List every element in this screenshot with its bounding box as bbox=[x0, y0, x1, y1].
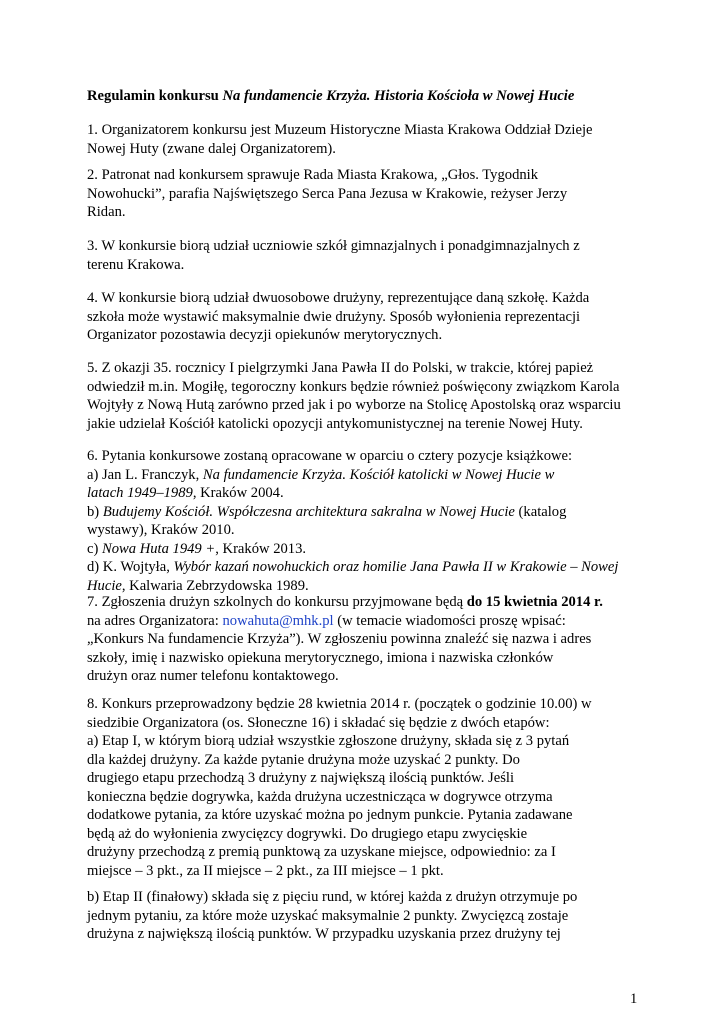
p3-line: 3. W konkursie biorą udział uczniowie szkół gimnazjalnych i ponadgimnazjalnych z bbox=[87, 238, 580, 254]
p6-item-c bbox=[87, 540, 306, 559]
p2-line: Nowohucki”, parafia Najświętszego Serca Pana Jezusa w Krakowie, reżyser Jerzy bbox=[87, 185, 568, 202]
p6-c-title: Nowa Huta 1949 + bbox=[102, 540, 216, 557]
p6-item-a bbox=[87, 466, 554, 485]
p6-d-author: d) K. Wojtyła, bbox=[87, 559, 174, 575]
p6-b-marker: b) bbox=[87, 503, 103, 520]
p6-b-title: Budujemy Kościół. Współczesna architektura sakralna w Nowej Hucie bbox=[102, 503, 515, 520]
p8-line: drużyny przechodzą z premią punktową za uzyskane miejsce, odpowiednio: za I bbox=[87, 844, 556, 860]
p8-line: drugiego etapu przechodzą 3 drużyny z największą ilością punktów. Jeśli bbox=[87, 770, 514, 786]
p7-line bbox=[87, 593, 603, 612]
p6-item-b bbox=[87, 503, 566, 522]
p6-item-b-cont: wystawy), Kraków 2010. bbox=[87, 522, 235, 538]
p5-line: Wojtyły z Nową Hutą zarówno przed jak i po wyborze na Stolicę Apostolską oraz wsparciu bbox=[87, 397, 621, 413]
p6-d-title: Wybór kazań nowohuckich oraz homilie Jana Pawła II w Krakowie – Nowej bbox=[173, 559, 619, 575]
p7-line: „Konkurs Na fundamencie Krzyża”). W zgłoszeniu powinna znaleźć się nazwa i adres bbox=[87, 631, 592, 647]
p7-deadline: do 15 kwietnia 2014 r. bbox=[466, 594, 603, 610]
p8-line: dodatkowe pytania, za które uzyskać można po jednym punkcie. Pytania zadawane bbox=[87, 807, 573, 823]
p7-line: drużyn oraz numer telefonu kontaktowego. bbox=[87, 668, 339, 684]
p7-line bbox=[87, 612, 566, 631]
p2-line: 2. Patronat nad konkursem sprawuje Rada Miasta Krakowa, „Głos. Tygodnik bbox=[87, 167, 539, 183]
email-link[interactable]: nowahuta@mhk.pl bbox=[222, 612, 334, 629]
p6-d-pub: , Kalwaria Zebrzydowska 1989. bbox=[121, 577, 309, 594]
p9-line: drużyna z największą ilością punktów. W przypadku uzyskania przez drużyny tej bbox=[87, 926, 561, 942]
p7-address-tail: (w temacie wiadomości proszę wpisać: bbox=[333, 612, 566, 629]
page-number: 1 bbox=[630, 991, 638, 1007]
p8-line: siedzibie Organizatora (os. Słoneczne 16) i składać się będzie z dwóch etapów: bbox=[87, 714, 550, 731]
p6-b-tail: (katalog bbox=[514, 503, 567, 520]
p6-a-author: a) Jan L. Franczyk, bbox=[87, 466, 203, 483]
p8-line: a) Etap I, w którym biorą udział wszystkie zgłoszone drużyny, składa się z 3 pytań bbox=[87, 733, 570, 749]
p6-item-d bbox=[87, 558, 618, 577]
p1-line: 1. Organizatorem konkursu jest Muzeum Historyczne Miasta Krakowa Oddział Dzieje bbox=[87, 122, 593, 138]
p4-line: Organizator pozostawia decyzji opiekunów merytorycznych. bbox=[87, 327, 443, 343]
p5-line: odwiedził m.in. Mogiłę, tegoroczny konkurs będzie również poświęcony związkom Karola bbox=[87, 378, 620, 395]
p7-address-label: na adres Organizatora: bbox=[87, 612, 223, 629]
p7-text: 7. Zgłoszenia drużyn szkolnych do konkursu przyjmowane będą bbox=[87, 594, 467, 610]
p6-a-title-cont: latach 1949–1989 bbox=[87, 485, 193, 501]
p7-line: szkoły, imię i nazwisko opiekuna merytorycznego, imiona i nazwiska członków bbox=[87, 649, 554, 666]
p6-a-pub: , Kraków 2004. bbox=[192, 485, 284, 501]
p9-line: b) Etap II (finałowy) składa się z pięciu rund, w której każda z drużyn otrzymuje po bbox=[87, 889, 578, 905]
title-italic: Na fundamencie Krzyża. Historia Kościoła w Nowej Hucie bbox=[222, 88, 575, 104]
p5-line: 5. Z okazji 35. rocznicy I pielgrzymki Jana Pawła II do Polski, w trakcie, której papież bbox=[87, 360, 594, 376]
p5-line: jakie udzielał Kościół katolicki opozycji antykomunistycznej na terenie Nowej Huty. bbox=[87, 415, 583, 432]
title-prefix: Regulamin konkursu bbox=[87, 88, 223, 104]
p2-line: Ridan. bbox=[87, 204, 126, 220]
p8-line: konieczna będzie dogrywka, każda drużyna uczestnicząca w dogrywce otrzyma bbox=[87, 788, 553, 805]
p1-line: Nowej Huty (zwane dalej Organizatorem). bbox=[87, 140, 336, 157]
p8-line: miejsce – 3 pkt., za II miejsce – 2 pkt., za III miejsce – 1 pkt. bbox=[87, 862, 444, 879]
p6-a-title: Na fundamencie Krzyża. Kościół katolicki w Nowej Hucie w bbox=[202, 466, 555, 483]
p8-line: 8. Konkurs przeprowadzony będzie 28 kwietnia 2014 r. (początek o godzinie 10.00) w bbox=[87, 696, 592, 712]
document-title bbox=[87, 87, 574, 106]
p9-line: jednym pytaniu, za które może uzyskać maksymalnie 2 punkty. Zwycięzcą zostaje bbox=[87, 907, 569, 924]
p4-line: 4. W konkursie biorą udział dwuosobowe drużyny, reprezentujące daną szkołę. Każda bbox=[87, 290, 590, 306]
p6-item-a-cont bbox=[87, 484, 284, 503]
p6-c-tail: , Kraków 2013. bbox=[215, 540, 307, 557]
p8-line: dla każdej drużyny. Za każde pytanie drużyna może uzyskać 2 punkty. Do bbox=[87, 751, 520, 768]
p6-d-title-cont: Hucie bbox=[87, 577, 122, 594]
p8-line: będą aż do wyłonienia zwycięzcy dogrywki. Do drugiego etapu zwycięskie bbox=[87, 825, 528, 842]
p6-intro: 6. Pytania konkursowe zostaną opracowane w oparciu o cztery pozycje książkowe: bbox=[87, 448, 573, 464]
p3-line: terenu Krakowa. bbox=[87, 256, 185, 273]
p4-line: szkoła może wystawić maksymalnie dwie drużyny. Sposób wyłonienia reprezentacji bbox=[87, 308, 581, 325]
p6-c-marker: c) bbox=[87, 540, 102, 557]
